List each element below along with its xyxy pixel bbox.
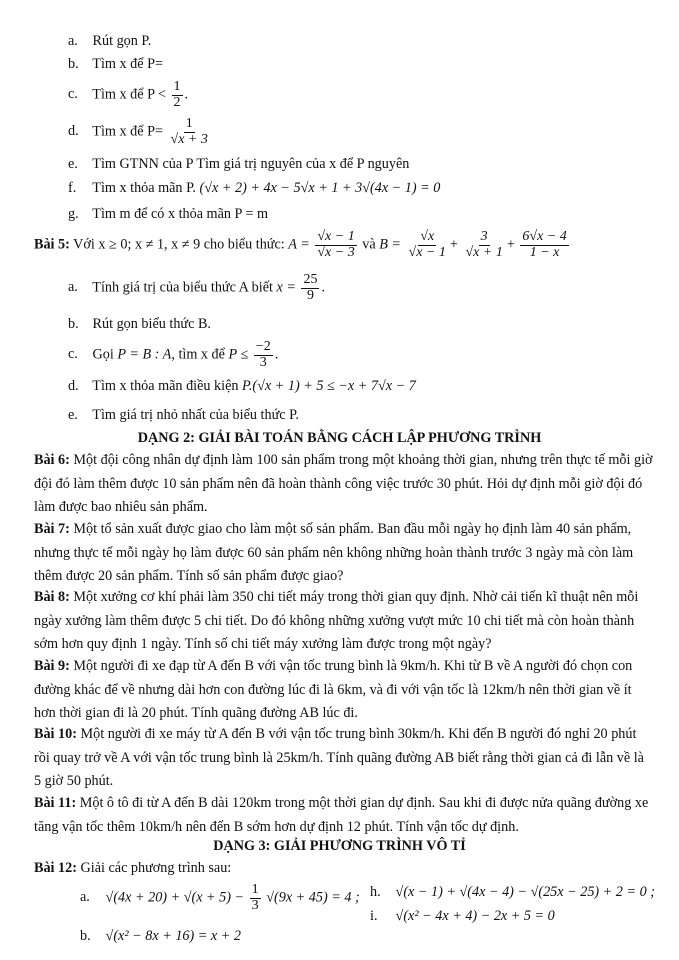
fraction: $\frac{1}{2}$ [173, 79, 181, 110]
bai-title: Bài 5: [34, 236, 70, 253]
list1-item-b [68, 56, 163, 73]
equation: √(x − 1) + √(4x − 4) − √(25x − 25) + 2 = 0 ; [395, 884, 655, 900]
fraction: $\frac{1}{3}$ [251, 882, 259, 913]
bai-text: Một đội công nhân dự định làm 100 sản phẩm trong một khoảng thời gian, nhưng trên thực tế mỗi giờ đội đó làm thêm được 10 sản phẩm nên đã hoàn thành công việc trước 30 phút. Hỏi dự định mỗi giờ đội đó làm được bao nhiêu sản phẩm. [34, 452, 653, 515]
item-label: d. [68, 378, 79, 394]
bai11-paragraph [34, 792, 654, 839]
bai12-item-b [80, 928, 241, 945]
bai10-paragraph [34, 723, 654, 794]
bai-title: Bài 9: [34, 658, 70, 674]
list1-item-d [68, 117, 212, 147]
bai5-item-a: a. Tính giá trị của biểu thức A biết x = $\frac{25}{9}$ . [68, 272, 326, 303]
item-label: f. [68, 180, 77, 196]
bai12-item-a [80, 883, 360, 913]
list1-item-a [68, 33, 151, 50]
bai5-item-c: c. Gọi P = B : A, tìm x để P ≤ $\frac{-2}{3}$ . [68, 339, 279, 370]
fraction-b1: $\frac{√x}{√x - 1}$ [408, 229, 446, 260]
item-label: a. [68, 279, 78, 296]
bai-title: Bài 8: [34, 589, 70, 605]
list1-item-f [68, 180, 440, 197]
section-heading-dang2: DẠNG 2: GIẢI BÀI TOÁN BẰNG CÁCH LẬP PHƯƠNG TRÌNH [137, 430, 542, 446]
equation: P ≤ [228, 346, 249, 363]
item-text: Tìm GTNN của P Tìm giá trị nguyên của x để P nguyên [92, 156, 410, 172]
item-text: Tính giá trị của biểu thức A biết [92, 279, 273, 296]
bai-title: Bài 6: [34, 452, 70, 468]
item-text: Rút gọn biểu thức B. [92, 316, 211, 332]
fraction: $\frac{1}{√x + 3}$ [170, 116, 208, 147]
item-label: a. [80, 889, 90, 906]
bai-title: Bài 10: [34, 726, 77, 742]
item-text: Tìm x thỏa mãn P. [92, 180, 196, 196]
bai-text: Một người đi xe đạp từ A đến B với vận tốc trung bình là 9km/h. Khi từ B về A người đó chọn con đường khác để về nhưng dài hơn con đường lúc đi là 6km, và đi với vận tốc là 12km/h nên thời gian về ít hơn thời gian đi là 20 phút. Tính quãng đường AB lúc đi. [34, 658, 633, 721]
item-text: Gọi [92, 346, 114, 363]
fraction: $\frac{-2}{3}$ [255, 339, 271, 370]
bai-title: Bài 11: [34, 795, 77, 811]
item-label: e. [68, 156, 78, 172]
item-text: Tìm x để P= [92, 123, 163, 140]
bai5-item-d [68, 378, 416, 395]
item-text: Tìm x để P= [92, 56, 163, 72]
expr-b-lhs: B = [379, 236, 401, 253]
item-label: i. [370, 908, 378, 924]
bai5-item-b [68, 316, 211, 333]
equation: x = [276, 279, 296, 296]
item-label: a. [68, 33, 78, 49]
equation: (√x + 2) + 4x − 5√x + 1 + 3√(4x − 1) = 0 [199, 180, 441, 196]
equation: √(x² − 4x + 4) − 2x + 5 = 0 [395, 908, 555, 924]
item-text: , tìm x để [171, 346, 225, 363]
bai-text: Một ô tô đi từ A đến B dài 120km trong một thời gian dự định. Sau khi đi được nửa quãng đường xe tăng vận tốc thêm 10km/h nên đến B sớm hơn dự định 12 phút. Tính vận tốc dự định. [34, 795, 649, 835]
item-label: b. [68, 316, 79, 332]
item-text: Tìm x thỏa mãn điều kiện [92, 378, 239, 394]
bai8-paragraph [34, 586, 654, 657]
bai-text: Một tổ sản xuất được giao cho làm một số sản phẩm. Ban đầu mỗi ngày họ định làm 40 sản phẩm, nhưng thực tế mỗi ngày họ làm được 60 sản phẩm nên không những hoàn thành trước 3 ngày mà còn làm thêm được 20 sản phẩm. Tính số sản phẩm được giao? [34, 521, 634, 584]
fraction-b2: $\frac{3}{√x + 1}$ [465, 229, 503, 260]
item-label: h. [370, 884, 381, 900]
bai-title: Bài 12: [34, 860, 77, 876]
bai12-statement [34, 860, 231, 877]
fraction: $\frac{25}{9}$ [303, 272, 318, 303]
equation: √(9x + 45) = 4 ; [266, 889, 360, 906]
item-label: d. [68, 123, 79, 140]
list1-item-c: c. Tìm x để P < $\frac{1}{2}$ . [68, 79, 189, 110]
bai9-paragraph [34, 655, 654, 726]
item-text: Tìm m để có x thỏa mãn P = m [92, 206, 269, 222]
list1-item-e [68, 156, 409, 173]
item-label: b. [68, 56, 79, 72]
item-text: Tìm giá trị nhỏ nhất của biểu thức P. [92, 407, 299, 423]
bai7-paragraph [34, 518, 654, 589]
item-label: c. [68, 86, 78, 103]
bai5-statement: Bài 5: Với x ≥ 0; x ≠ 1, x ≠ 9 cho biểu thức: A = $\frac{√x - 1}{√x - 3}$ và B = $\frac{√x}{√x - 1}$ + $\frac{3}{√x + 1}$ + $\frac{6√x - 4}{1 - x}$ [34, 229, 567, 260]
bai5-item-e [68, 407, 299, 424]
equation: √(x² − 8x + 16) = x + 2 [105, 928, 241, 944]
item-label: b. [80, 928, 91, 944]
expr-a-lhs: A = [288, 236, 310, 253]
fraction-a: $\frac{√x - 1}{√x - 3}$ [317, 229, 355, 260]
bai-title: Bài 7: [34, 521, 70, 537]
bai-text: Một xưởng cơ khí phải làm 350 chi tiết máy trong thời gian quy định. Nhờ cải tiến kĩ thuật nên mỗi ngày xưởng làm thêm được 5 chi tiết. Do đó không những xưởng vượt mức 10 chi tiết mà còn hoàn thành sớm hơn quy định 1 ngày. Tính số chi tiết máy xưởng làm được trong một ngày? [34, 589, 639, 652]
item-text: Tìm x để P < [92, 86, 166, 103]
bai12-item-h [370, 884, 655, 901]
section-heading-dang3: DẠNG 3: GIẢI PHƯƠNG TRÌNH VÔ TỈ [213, 838, 466, 854]
equation: P = B : A [117, 346, 172, 363]
bai-condition: Với x ≥ 0; x ≠ 1, x ≠ 9 cho biểu thức: [73, 236, 285, 253]
list1-item-g [68, 206, 268, 223]
equation: √(4x + 20) + √(x + 5) − [105, 889, 245, 906]
item-label: e. [68, 407, 78, 423]
and-text: và [362, 236, 376, 253]
equation: P.(√x + 1) + 5 ≤ −x + 7√x − 7 [242, 378, 416, 394]
bai-text: Một người đi xe máy từ A đến B với vận tốc trung bình 30km/h. Khi đến B người đó nghỉ 20 phút rồi quay trở về A với vận tốc trung bình là 25km/h. Tính quãng đường AB biết rằng thời gian cả đi lẫn về là 5 giờ 50 phút. [34, 726, 644, 789]
item-text: Rút gọn P. [92, 33, 152, 49]
bai6-paragraph [34, 449, 654, 520]
item-label: c. [68, 346, 78, 363]
bai12-item-i [370, 908, 555, 925]
fraction-b3: $\frac{6√x - 4}{1 - x}$ [522, 229, 567, 260]
item-label: g. [68, 206, 79, 222]
bai-text: Giải các phương trình sau: [80, 860, 232, 876]
